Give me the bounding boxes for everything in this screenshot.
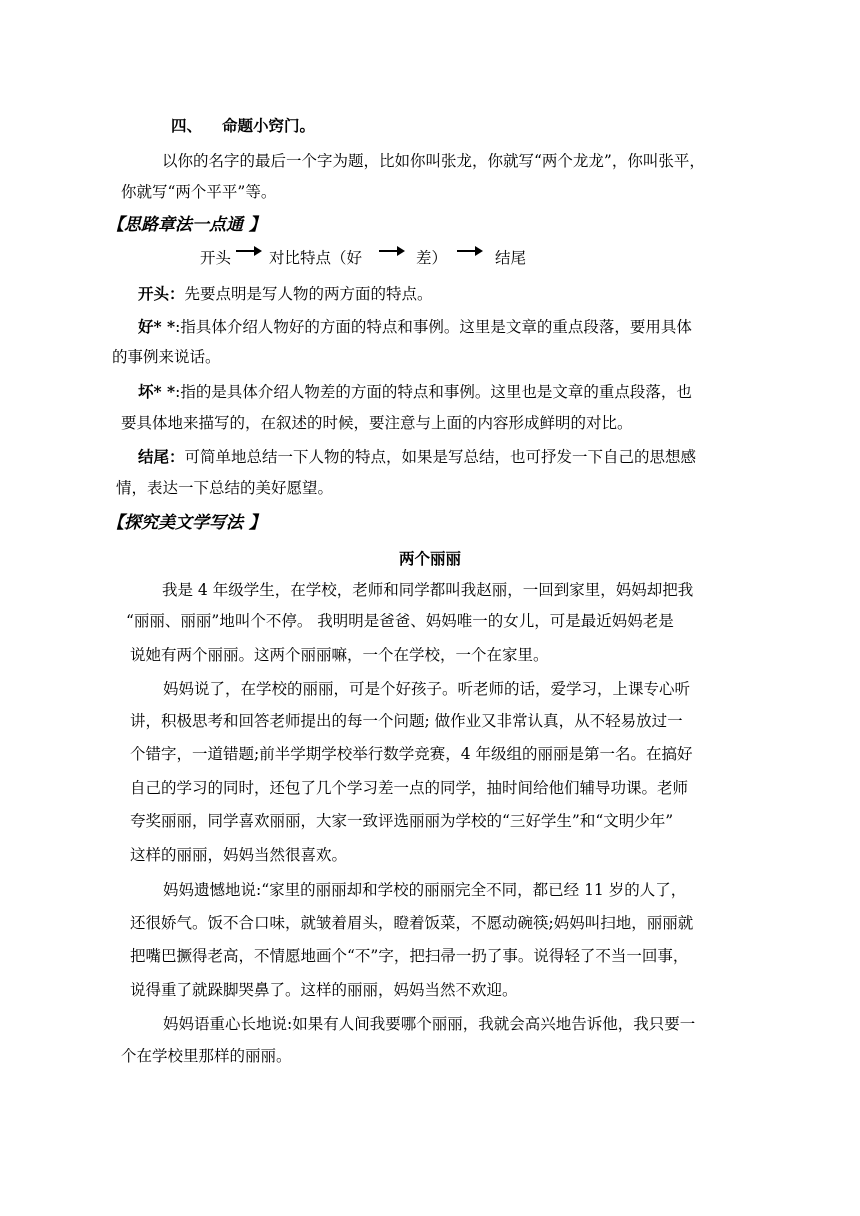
essay-line: 还很娇气。饭不合口味，就皱着眉头，瞪着饭菜，不愿动碗筷;妈妈叫扫地，丽丽就 xyxy=(130,914,694,932)
arrow-icon xyxy=(457,246,483,256)
point-end xyxy=(138,447,696,467)
essay-line: 说她有两个丽丽。这两个丽丽嘛，一个在学校，一个在家里。 xyxy=(130,646,549,664)
point-text: 可简单地总结一下人物的特点，如果是写总结，也可抒发一下自己的思想感 xyxy=(184,448,697,466)
essay-title: 两个丽丽 xyxy=(398,549,461,568)
essay-line: “丽丽、丽丽”地叫个不停。 我明明是爸爸、妈妈唯一的女儿，可是最近妈妈老是 xyxy=(126,612,674,630)
essay-line: 个在学校里那样的丽丽。 xyxy=(121,1047,292,1065)
point-good-cont: 的事例来说话。 xyxy=(112,348,221,366)
point-text: 先要点明是写人物的两方面的特点。 xyxy=(184,285,433,303)
essay-line: 自己的学习的同时，还包了几个学习差一点的同学，抽时间给他们辅导功课。老师 xyxy=(130,779,689,797)
essay-line: 讲，积极思考和回答老师提出的每一个问题; 做作业又非常认真，从不轻易放过一 xyxy=(130,712,683,730)
point-label: 好* * xyxy=(138,317,176,336)
essay-line: 这样的丽丽，妈妈当然很喜欢。 xyxy=(130,846,348,864)
essay-line: 妈妈说了，在学校的丽丽，可是个好孩子。听老师的话，爱学习，上课专心听 xyxy=(163,680,691,698)
outline-header: 【思路章法一点通 】 xyxy=(107,215,266,235)
flow-bad: 差） xyxy=(416,249,448,267)
essay-line: 妈妈遗憾地说:“家里的丽丽却和学校的丽丽完全不同，都已经 11 岁的人了， xyxy=(163,881,687,899)
section-title: 命题小窍门。 xyxy=(222,116,316,135)
essay-line: 夸奖丽丽，同学喜欢丽丽，大家一致评选丽丽为学校的“三好学生”和“文明少年” xyxy=(130,812,674,830)
point-label: 开头： xyxy=(138,284,185,303)
flow-start: 开头 xyxy=(200,249,232,267)
sample-header: 【探究美文学写法 】 xyxy=(107,513,266,533)
arrow-icon xyxy=(236,246,262,256)
point-good xyxy=(138,317,692,337)
point-text: :指的是具体介绍人物差的方面的特点和事例。这里也是文章的重点段落，也 xyxy=(175,383,692,401)
point-end-cont: 情，表达一下总结的美好愿望。 xyxy=(116,479,334,497)
point-bad-cont: 要具体地来描写的，在叙述的时候，要注意与上面的内容形成鲜明的对比。 xyxy=(121,414,633,432)
point-bad xyxy=(138,382,692,402)
essay-line: 个错字，一道错题;前半学期学校举行数学竞赛，4 年级组的丽丽是第一名。在搞好 xyxy=(130,745,693,763)
point-label: 坏* * xyxy=(138,382,176,401)
essay-line: 我是 4 年级学生，在学校，老师和同学都叫我赵丽，一回到家里，妈妈却把我 xyxy=(162,581,694,599)
point-start xyxy=(138,284,433,304)
section-number: 四、 xyxy=(171,116,203,135)
essay-line: 妈妈语重心长地说:如果有人间我要哪个丽丽，我就会高兴地告诉他，我只要一 xyxy=(163,1015,696,1033)
arrow-icon xyxy=(379,246,405,256)
flow-contrast: 对比特点（好 xyxy=(269,249,363,267)
essay-line: 把嘴巴撅得老高，不情愿地画个“不”字，把扫帚一扔了事。说得轻了不当一回事， xyxy=(130,947,689,965)
point-label: 结尾： xyxy=(138,447,185,466)
section4-line-2: 你就写“两个平平”等。 xyxy=(121,183,277,201)
point-text: :指具体介绍人物好的方面的特点和事例。这里是文章的重点段落，要用具体 xyxy=(175,318,692,336)
flow-end: 结尾 xyxy=(495,249,527,267)
section4-line-1: 以你的名字的最后一个字为题，比如你叫张龙，你就写“两个龙龙”，你叫张平， xyxy=(162,152,705,170)
essay-line: 说得重了就跺脚哭鼻了。这样的丽丽，妈妈当然不欢迎。 xyxy=(130,981,518,999)
